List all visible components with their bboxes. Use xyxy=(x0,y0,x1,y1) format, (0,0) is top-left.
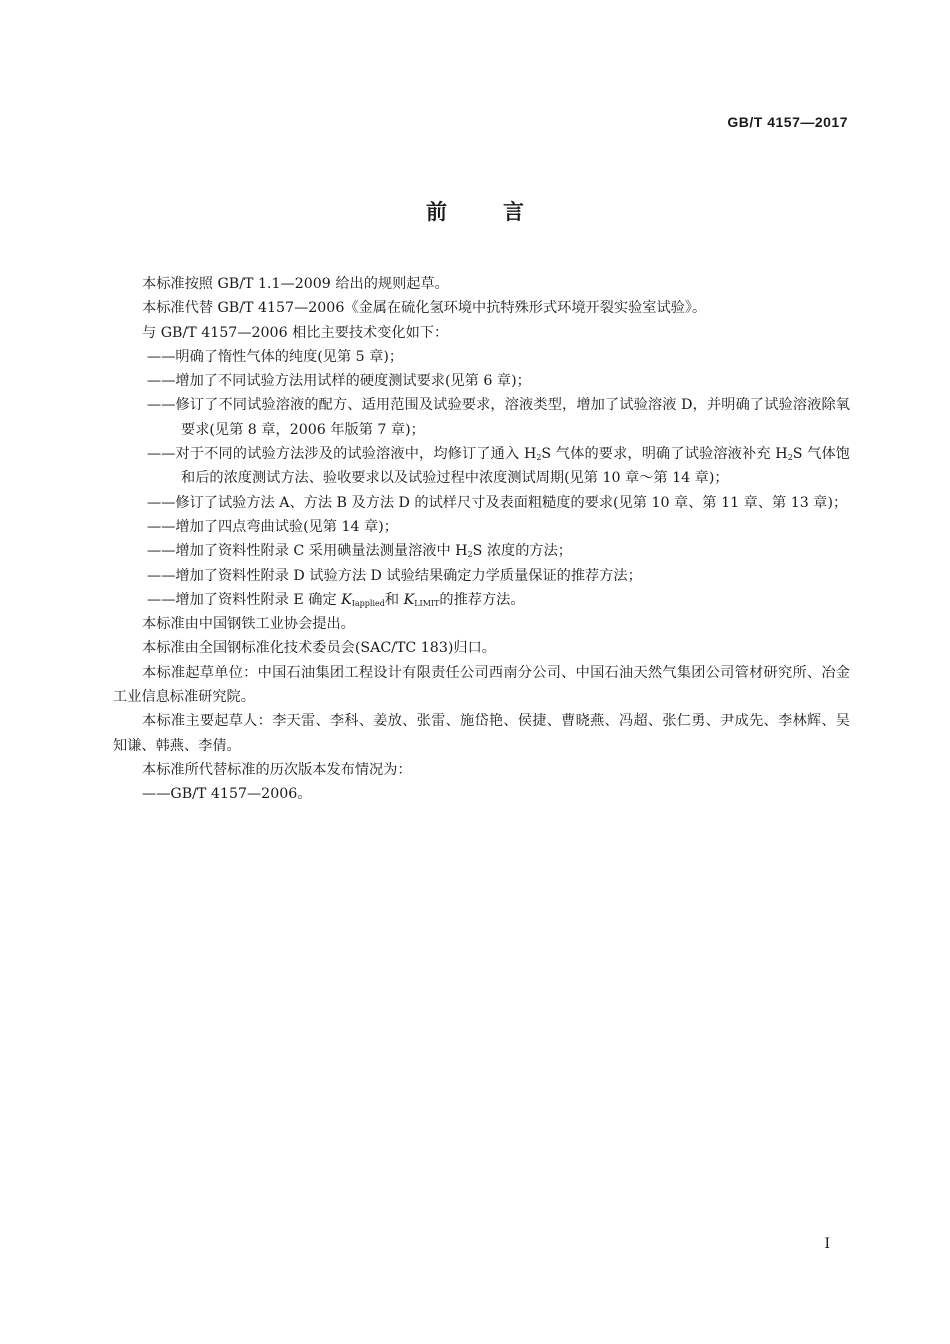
change-item-2: ——增加了不同试验方法用试样的硬度测试要求(见第 6 章)； xyxy=(147,373,531,390)
paragraph-changes-intro: 与 GB/T 4157—2006 相比主要技术变化如下： xyxy=(142,324,449,341)
change-item-3: ——修订了不同试验溶液的配方、适用范围及试验要求，溶液类型，增加了试验溶液 D，并明确了试验溶液除氧要求(见第 8 章，2006 年版第 7 章)； xyxy=(147,397,850,438)
page-number: I xyxy=(824,1236,830,1252)
change-item-7: ——增加了资料性附录 C 采用碘量法测量溶液中 $H_2S$ 浓度的方法； xyxy=(147,543,572,560)
paragraph-proposer: 本标准由中国钢铁工业协会提出。 xyxy=(142,616,355,633)
change-item-4: ——对于不同的试验方法涉及的试验溶液中，均修订了通入 $H_2S$ 气体的要求，明确了试验溶液补充 $H_2S$ 气体饱和后的浓度测试方法、验收要求以及试验过程中浓度测试周期(见第 10 章～第 14 章)； xyxy=(147,446,850,487)
change-item-6: ——增加了四点弯曲试验(见第 14 章)； xyxy=(147,518,398,535)
change-item-9: ——增加了资料性附录 E 确定 $K_{Iapplied}$和 $K_{LIMIT}$的推荐方法。 xyxy=(147,591,525,608)
title-char-1: 前 xyxy=(426,200,447,224)
paragraph-drafting-rules: 本标准按照 GB/T 1.1—2009 给出的规则起草。 xyxy=(142,276,449,292)
title-char-2: 言 xyxy=(503,200,524,224)
change-item-8: ——增加了资料性附录 D 试验方法 D 试验结果确定力学质量保证的推荐方法； xyxy=(147,567,642,584)
page-title xyxy=(0,196,950,226)
change-item-1: ——明确了惰性气体的纯度(见第 5 章)； xyxy=(147,348,404,365)
paragraph-drafting-units: 本标准起草单位：中国石油集团工程设计有限责任公司西南分公司、中国石油天然气集团公司管材研究所、冶金工业信息标准研究院。 xyxy=(113,664,850,706)
standard-code: GB/T 4157—2017 xyxy=(727,114,848,130)
document-body xyxy=(113,272,850,807)
paragraph-history-intro: 本标准所代替标准的历次版本发布情况为： xyxy=(142,761,412,778)
paragraph-drafters: 本标准主要起草人：李天雷、李科、姜放、张雷、施岱艳、侯捷、曹晓燕、冯超、张仁勇、尹成先、李林辉、吴知谦、韩燕、李倩。 xyxy=(113,713,850,754)
paragraph-replaces: 本标准代替 GB/T 4157—2006《金属在硫化氢环境中抗特殊形式环境开裂实验室试验》。 xyxy=(142,300,707,317)
paragraph-history-item: ——GB/T 4157—2006。 xyxy=(142,786,312,803)
change-item-5: ——修订了试验方法 A、方法 B 及方法 D 的试样尺寸及表面粗糙度的要求(见第 10 章、第 11 章、第 13 章)； xyxy=(147,494,848,511)
paragraph-committee: 本标准由全国钢标准化技术委员会(SAC/TC 183)归口。 xyxy=(142,640,496,657)
